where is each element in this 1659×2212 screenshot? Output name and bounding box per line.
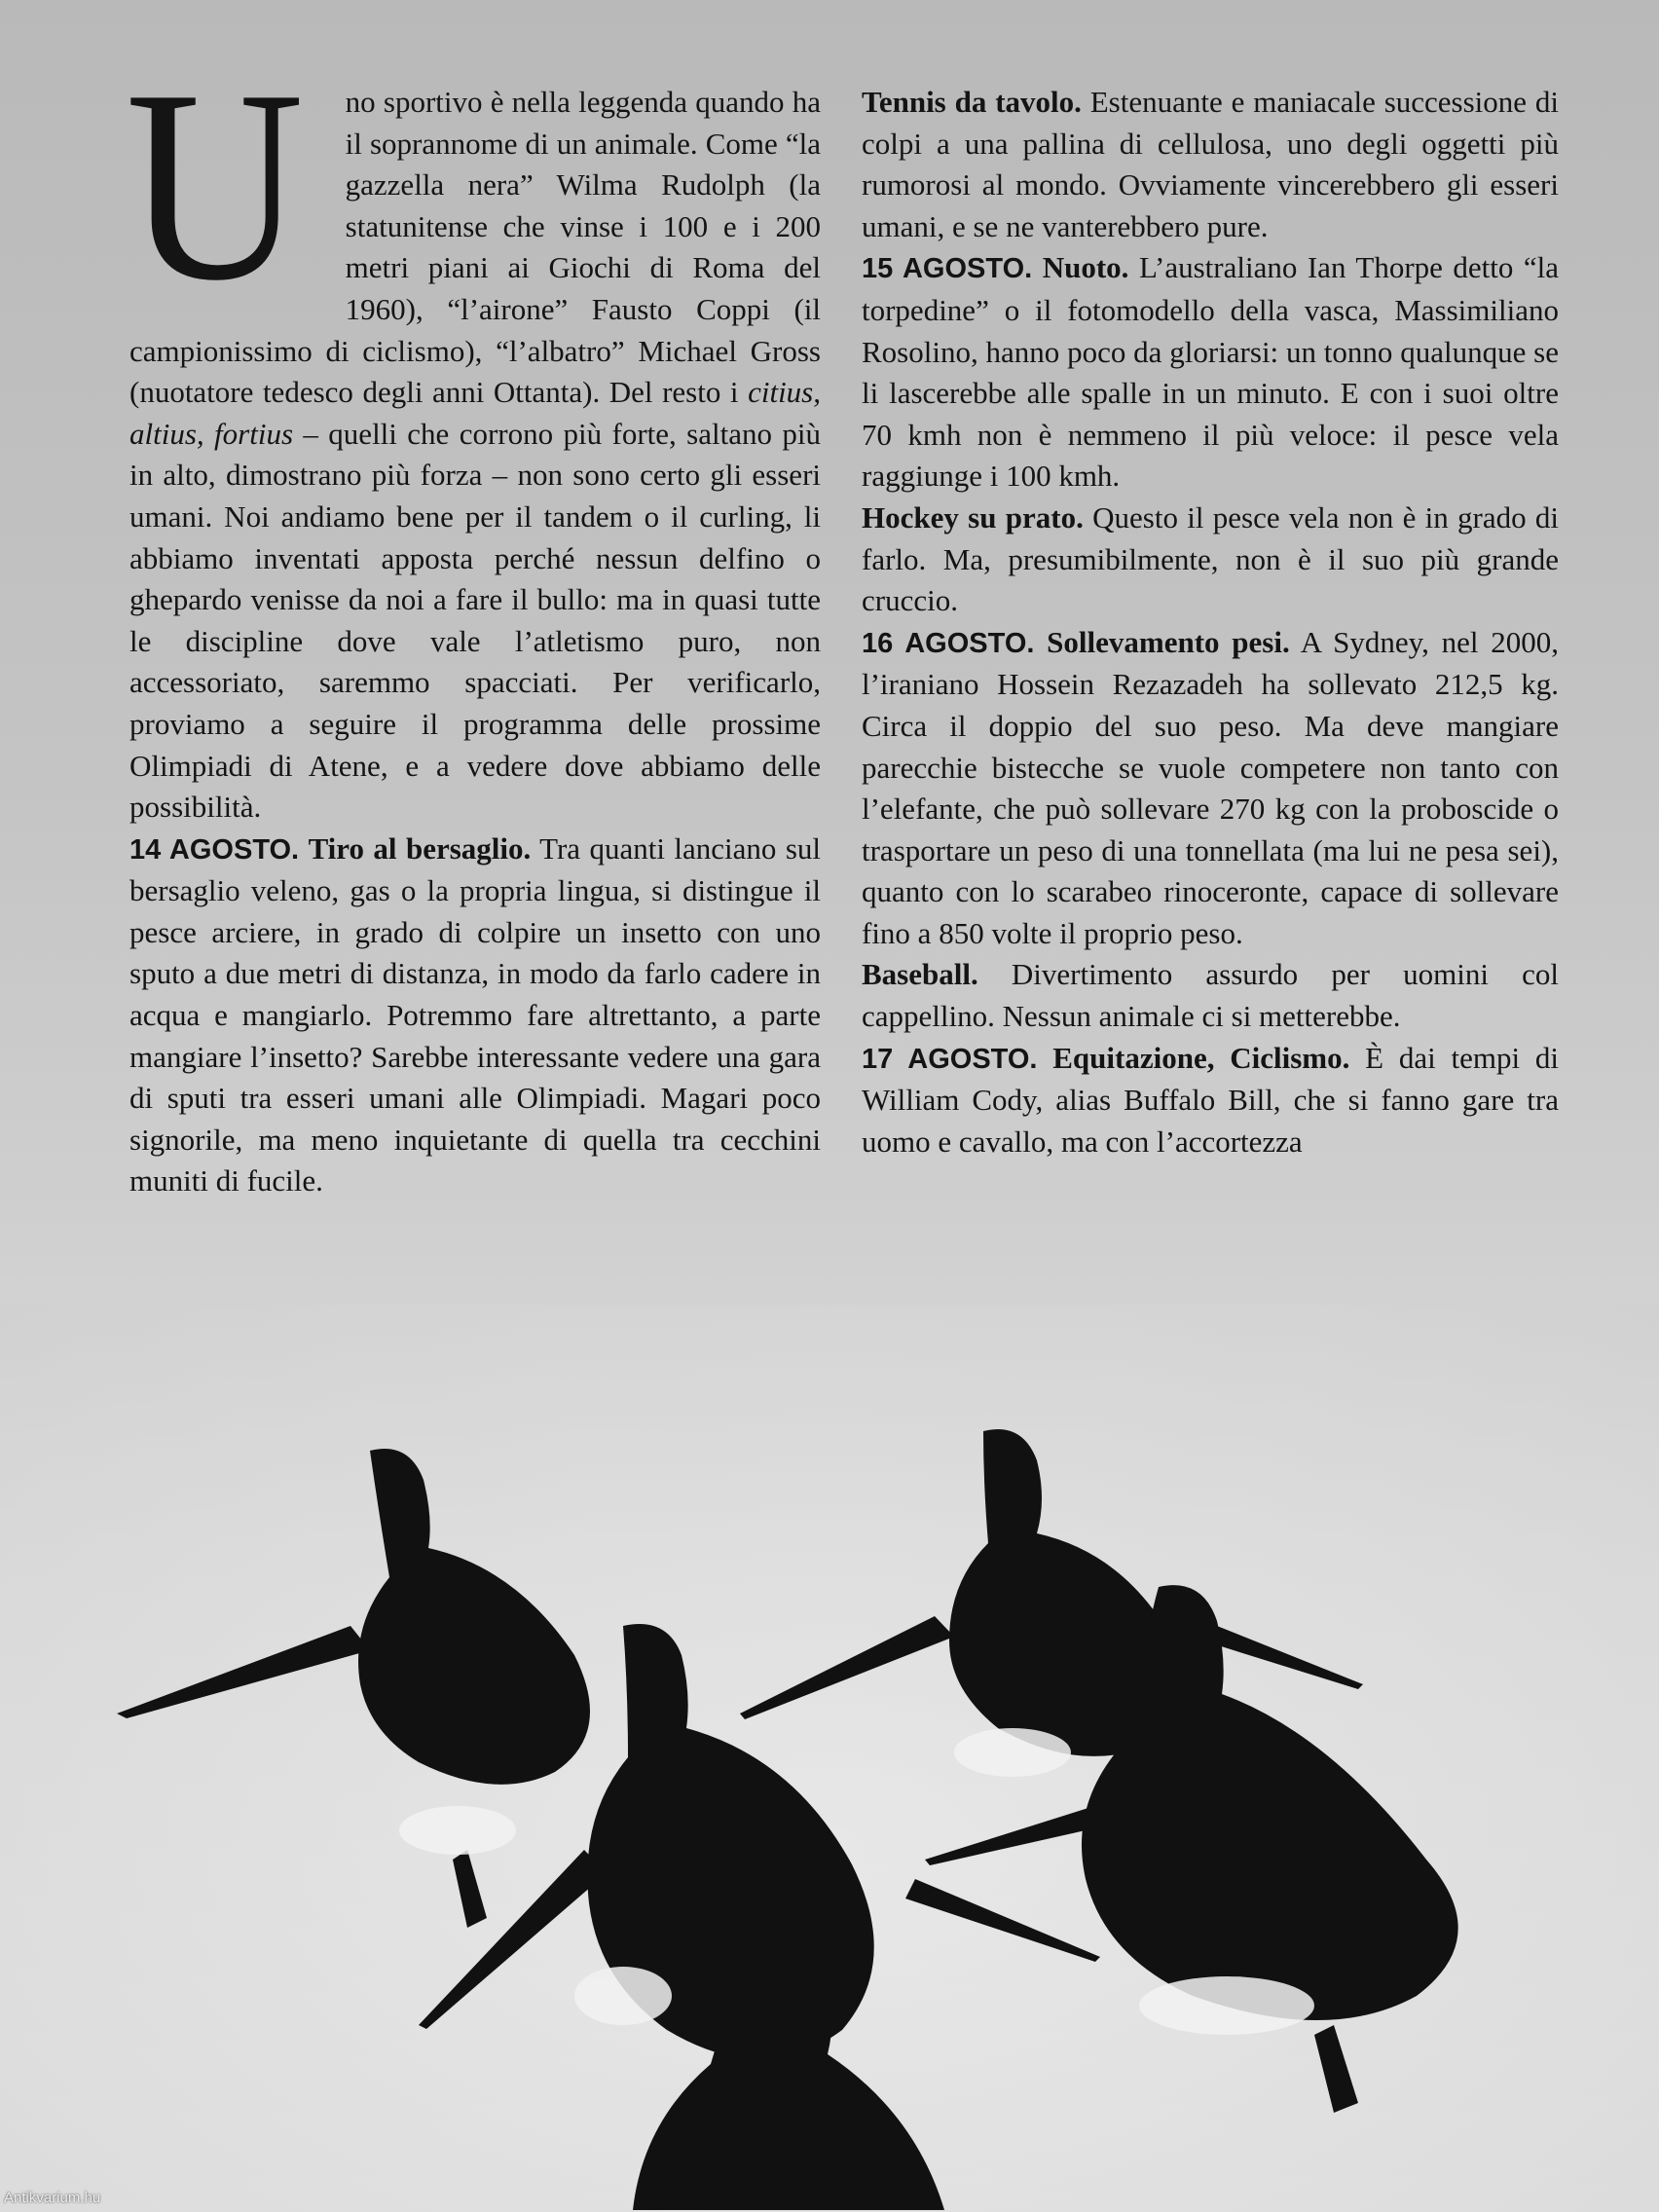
section-body: È dai tempi di William Cody, alias Buffalo Bill, che si fanno gare tra uomo e cavallo, ma con l’accortezza (862, 1040, 1559, 1159)
section-body: Tra quanti lanciano sul bersaglio veleno, gas o la propria lingua, si distingue il pesce arciere, in grado di colpire un insetto con uno sputo a due metri di distanza, in modo da farlo cadere in acqua e mangiarlo. Potremmo fare altrettanto, a parte mangiare l’insetto? Sarebbe interessante vedere una gara di sputi tra esseri umani alle Olimpiadi. Magari poco signorile, ma meno inquietante di quella tra cecchini muniti di fucile. (129, 830, 822, 1198)
section-body: Estenuante e maniacale successione di colpi a una pallina di cellulosa, uno degli oggetti più rumorosi al mondo. Ovviamente vincerebbero gli esseri umani, e se ne vanterebbero pure. (862, 85, 1560, 243)
date-label: 15 AGOSTO. (862, 253, 1033, 285)
paragraph-equitazione (862, 1038, 1559, 1163)
section-body: Questo il pesce vela non è in grado di farlo. Ma, presumibilmente, non è il suo più grande cruccio. (862, 499, 1560, 618)
paragraph-hockey (862, 498, 1559, 622)
section-head: Tiro al bersaglio. (308, 830, 532, 866)
watermark: Antikvarium.hu (4, 2190, 101, 2206)
intro-text-2: – quelli che corrono più forte, saltano più in alto, dimostrano più forza – non sono certo gli esseri umani. Noi andiamo bene per il tandem o il curling, li abbiamo inventati apposta perché nessun delfino o ghepardo venisse da noi a fare il bullo: ma in quasi tutte le discipline dove vale l’atletismo puro, non accessoriato, saremmo spacciati. Per verificarlo, proviamo a seguire il programma delle prossime Olimpiadi di Atene, e a vedere dove abbiamo delle possibilità. (129, 416, 821, 825)
paragraph-tennis (862, 82, 1559, 247)
section-body: L’australiano Ian Thorpe detto “la torpedine” o il fotomodello della vasca, Massimiliano Rosolino, hanno poco da gloriarsi: un tonno qualunque se li lascerebbe alle spalle in un minuto. E con i suoi oltre 70 kmh non è nemmeno il più veloce: il pesce vela raggiunge i 100 kmh. (862, 250, 1560, 494)
date-label: 16 AGOSTO. (862, 627, 1035, 659)
date-label: 14 AGOSTO. (129, 833, 300, 866)
section-head: Sollevamento pesi. (1047, 624, 1290, 659)
section-head: Hockey su prato. (862, 499, 1084, 535)
intro-paragraph (126, 33, 821, 829)
intro-italic: citius, altius, fortius (129, 375, 821, 451)
section-head: Equitazione, Ciclismo. (1052, 1040, 1350, 1075)
section-head: Baseball. (862, 957, 978, 992)
paragraph-baseball (862, 954, 1559, 1037)
paragraph-nuoto (862, 247, 1559, 498)
section-body: A Sydney, nel 2000, l’iraniano Hossein Rezazadeh ha sollevato 212,5 kg. Circa il doppio del suo peso. Ma deve mangiare parecchie bistecche se vuole competere non tanto con l’elefante, che può sollevare 270 kg con la proboscide o trasportare un peso di una tonnellata (ma lui ne pesa sei), quanto con lo scarabeo rinoceronte, capace di sollevare fino a 850 volte il proprio peso. (862, 624, 1559, 950)
intro-text: no sportivo è nella leggenda quando ha il soprannome di un animale. Come “la gazzella nera” Wilma Rudolph (la statunitense che vinse i 100 e i 200 metri piani ai Giochi di Roma del 1960), “l’airone” Fausto Coppi (il campionissimo di ciclismo), “l’albatro” Michael Gross (nuotatore tedesco degli anni Ottanta). Del resto i (129, 85, 821, 410)
section-head: Tennis da tavolo. (862, 85, 1082, 119)
right-column (862, 82, 1559, 1162)
date-label: 17 AGOSTO. (862, 1043, 1038, 1075)
drop-cap: U (126, 33, 305, 337)
paragraph-tiro (129, 829, 821, 1202)
left-column (126, 33, 822, 1202)
section-body: Divertimento assurdo per uomini col cappellino. Nessun animale ci si metterebbe. (862, 957, 1560, 1034)
paragraph-pesi (862, 622, 1559, 955)
section-head: Nuoto. (1042, 250, 1129, 285)
penguins-photo (0, 1305, 1659, 2212)
